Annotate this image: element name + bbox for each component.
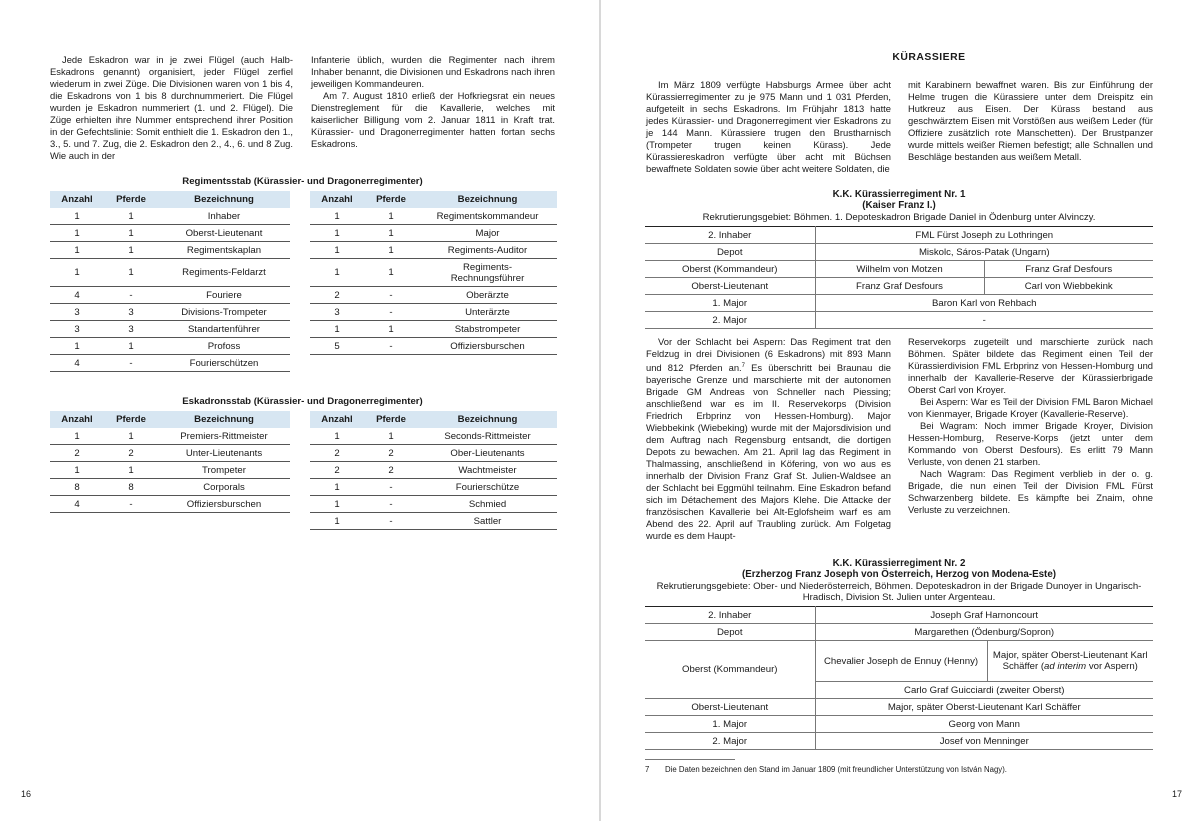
cell-pferde: 2	[364, 462, 418, 479]
col-header-anzahl: Anzahl	[310, 191, 364, 208]
row-label: Oberst-Lieutenant	[645, 278, 815, 295]
row-value: Carl von Wiebbekink	[984, 278, 1153, 295]
col-header-bezeichnung: Bezeichnung	[418, 191, 557, 208]
cell-bezeichnung: Fourierschützen	[158, 355, 290, 372]
row-value: Josef von Menninger	[815, 733, 1153, 750]
cell-pferde: 1	[364, 208, 418, 225]
cell-anzahl: 1	[310, 479, 364, 496]
paragraph	[646, 336, 891, 542]
cell-bezeichnung: Divisions-Trompeter	[158, 304, 290, 321]
cell-text: vor Aspern)	[1086, 661, 1138, 672]
cell-anzahl: 3	[50, 304, 104, 321]
paragraph: Reservekorps zugeteilt und marschierte zurück nach Böhmen. Später bildete das Regiment einen Teil der Kürassierdivision FML Erbprinz von Hessen-Homburg und innerhalb der Kavallerie-Reserve der Kürassierbrigade Oberst Carl von Kroyer.	[908, 336, 1153, 395]
row-label: 2. Inhaber	[645, 227, 815, 244]
table-row	[310, 338, 557, 355]
regiment2-title: K.K. Kürassierregiment Nr. 2	[832, 558, 966, 569]
regiment1-recruitment: Rekrutierungsgebiet: Böhmen. 1. Depoteskadron Brigade Daniel in Ödenburg unter Alvinczy.	[702, 212, 1096, 223]
cell-bezeichnung: Seconds-Rittmeister	[418, 428, 557, 445]
cell-bezeichnung: Inhaber	[158, 208, 290, 225]
row-value: Major, später Oberst-Lieutenant Karl Schäffer	[815, 699, 1153, 716]
left-column-1	[50, 54, 293, 162]
table-row	[310, 304, 557, 321]
cell-anzahl: 3	[50, 321, 104, 338]
right-page	[601, 0, 1200, 821]
row-value: Franz Graf Desfours	[984, 261, 1153, 278]
table-row	[645, 699, 1153, 716]
cell-pferde: 3	[104, 304, 158, 321]
regiment1-subtitle: (Kaiser Franz I.)	[862, 200, 936, 211]
section-heading: KÜRASSIERE	[892, 52, 966, 63]
cell-anzahl: 1	[50, 338, 104, 355]
regiment1-text-column-1	[646, 336, 891, 542]
table-row	[50, 462, 290, 479]
cell-pferde: 1	[104, 208, 158, 225]
row-value: Margarethen (Ödenburg/Sopron)	[815, 624, 1153, 641]
cell-pferde: -	[104, 496, 158, 513]
cell-anzahl: 1	[310, 513, 364, 530]
cell-anzahl: 4	[50, 496, 104, 513]
footnote-reference[interactable]: 7	[741, 363, 745, 369]
cell-anzahl: 4	[50, 287, 104, 304]
table-row	[50, 242, 290, 259]
col-header-anzahl: Anzahl	[310, 411, 364, 428]
cell-bezeichnung: Regiments-Feldarzt	[158, 259, 290, 287]
cell-anzahl: 1	[50, 242, 104, 259]
cell-anzahl: 1	[50, 259, 104, 287]
cell-bezeichnung: Standartenführer	[158, 321, 290, 338]
row-label: 1. Major	[645, 716, 815, 733]
table-row	[310, 479, 557, 496]
table-row	[645, 641, 1153, 682]
table-row	[50, 225, 290, 242]
table-row	[50, 304, 290, 321]
regiment1-text-column-2	[908, 336, 1153, 516]
table-row	[310, 208, 557, 225]
paragraph: Bei Aspern: War es Teil der Division FML Baron Michael von Kienmayer, Brigade Kroyer (Kavallerie-Reserve).	[908, 396, 1153, 419]
left-column-2	[311, 54, 555, 150]
row-label: Oberst (Kommandeur)	[645, 261, 815, 278]
cell-pferde: 1	[104, 259, 158, 287]
col-header-pferde: Pferde	[364, 411, 418, 428]
cell-bezeichnung: Fouriere	[158, 287, 290, 304]
col-header-pferde: Pferde	[104, 411, 158, 428]
cell-anzahl: 3	[310, 304, 364, 321]
footnote-rule	[645, 759, 735, 760]
left-page	[0, 0, 599, 821]
table-row	[50, 479, 290, 496]
regiment2-table	[645, 606, 1153, 750]
cell-bezeichnung: Regimentskommandeur	[418, 208, 557, 225]
cell-anzahl: 1	[310, 242, 364, 259]
paragraph: Nach Wagram: Das Regiment verblieb in der o. g. Brigade, die nun einen Teil der Division FML Fürst Schwarzenberg bildete. Es kämpfte bei Znaim, ohne Verluste zu verzeichnen.	[908, 468, 1153, 515]
eskadronsstab-table-left	[50, 411, 290, 513]
cell-pferde: 1	[104, 338, 158, 355]
footnote-text: Die Daten bezeichnen den Stand im Januar 1809 (mit freundlicher Unterstützung von István Nagy).	[665, 765, 1007, 774]
table-row	[310, 287, 557, 304]
paragraph-text: Es überschritt bei Braunau die bayerische Grenze und marschierte mit der autonomen Brigade GM Andreas von Schneller nach Piessing; anschließend war es im II. Reservekorps (Division Friedrich Erbprinz von Hessen-Homburg). Major Wiebbekink (Wiebeking) wurde mit der Majorsdivision und dem Auftrag nach Regensburg entsandt, die dortigen Depots zu bewachen. Am 21. April lag das Regiment in Thalmassing, anschließend in Köfering, von wo aus es innerhalb der Division Franz Graf St. Julien-Waldsee an der Schlacht bei Eggmühl teilnahm. Eine Eskadron befand sich im Détachement des Majors Klehe. Die Attacke der französischen Kavallerie bei Alt-Eglofsheim warf es am Abend des 22. April auf Traubling zurück. Am Folgetag wurde es dem Haupt-	[646, 362, 891, 542]
col-header-pferde: Pferde	[364, 191, 418, 208]
cell-bezeichnung: Stabstrompeter	[418, 321, 557, 338]
row-label: 2. Major	[645, 733, 815, 750]
cell-pferde: -	[104, 355, 158, 372]
cell-pferde: 1	[364, 225, 418, 242]
paragraph: Im März 1809 verfügte Habsburgs Armee über acht Kürassierregimenter zu je 975 Mann und 1 031 Pferden, aufgeteilt in sechs Eskadrons. Im Frühjahr 1813 hatte jedes Kürassier- und Dragonerregiment vier Eskadrons zu je 144 Mann. Kürassiere trugen den Brustharnisch (Trompeter trugen keinen Kürass). Jede Kürassiereskadron verfügte über acht mit Büchsen bewaffnete Soldaten sowie über acht weitere Soldaten, die	[646, 79, 891, 174]
cell-anzahl: 1	[310, 496, 364, 513]
row-label: Oberst-Lieutenant	[645, 699, 815, 716]
cell-anzahl: 1	[50, 428, 104, 445]
cell-bezeichnung: Fourierschütze	[418, 479, 557, 496]
cell-bezeichnung: Regiments-Auditor	[418, 242, 557, 259]
col-header-pferde: Pferde	[104, 191, 158, 208]
cell-pferde: 1	[364, 321, 418, 338]
cell-anzahl: 2	[50, 445, 104, 462]
cell-anzahl: 1	[50, 462, 104, 479]
table1-caption: Regimentsstab (Kürassier- und Dragonerregimenter)	[182, 176, 423, 187]
table-row	[310, 428, 557, 445]
paragraph-text: Vor der Schlacht bei Aspern: Das Regiment trat den Feldzug in drei Divisionen (6 Eskadrons) mit 893 Mann und 812 Pferden an.	[646, 336, 891, 374]
row-value: Wilhelm von Motzen	[815, 261, 984, 278]
regiment1-table	[645, 226, 1153, 329]
cell-pferde: -	[364, 479, 418, 496]
regiment1-title: K.K. Kürassierregiment Nr. 1	[832, 189, 966, 200]
intro-column-2	[908, 79, 1153, 163]
cell-anzahl: 1	[310, 428, 364, 445]
row-label: 2. Inhaber	[645, 607, 815, 624]
table-row	[645, 244, 1153, 261]
cell-text-italic: ad interim	[1044, 661, 1087, 672]
paragraph: Jede Eskadron war in je zwei Flügel (auch Halb-Eskadrons genannt) organisiert, jeder Flügel zerfiel wiederum in zwei Züge. Die Divisionen waren von 1 bis 4, die Eskadrons von 1 bis 8 durchnummeriert. Die Flügel wurden je Eskadron nummeriert (1. und 2. Flügel). Die Züge erhielten ihre Nummer entsprechend ihrer Position in der Gefechtslinie: Somit enthielt die 1. Eskadron den 1., 3., 5. und 7. Zug, die 2. Eskadron den 2., 4., 6. und 8 Zug. Wie auch in der	[50, 54, 293, 161]
cell-pferde: -	[364, 287, 418, 304]
cell-bezeichnung: Wachtmeister	[418, 462, 557, 479]
cell-pferde: 1	[104, 242, 158, 259]
footnote-number: 7	[645, 765, 650, 774]
table-row	[310, 496, 557, 513]
cell-anzahl: 1	[310, 321, 364, 338]
table2-caption: Eskadronsstab (Kürassier- und Dragonerregimenter)	[182, 396, 423, 407]
table-row	[310, 242, 557, 259]
table-row	[645, 607, 1153, 624]
cell-pferde: 1	[104, 225, 158, 242]
cell-anzahl: 2	[310, 287, 364, 304]
table-row	[50, 338, 290, 355]
page-number-right: 17	[1172, 789, 1183, 799]
cell-bezeichnung: Premiers-Rittmeister	[158, 428, 290, 445]
row-label: Depot	[645, 624, 815, 641]
table-row	[645, 312, 1153, 329]
cell-anzahl: 1	[310, 259, 364, 287]
page-number-left: 16	[21, 789, 32, 799]
regimentsstab-table-left	[50, 191, 290, 372]
regiment2-subtitle: (Erzherzog Franz Joseph von Österreich, Herzog von Modena-Este)	[741, 569, 1057, 580]
cell-anzahl: 4	[50, 355, 104, 372]
cell-anzahl: 1	[50, 225, 104, 242]
cell-pferde: 2	[364, 445, 418, 462]
intro-column-1	[646, 79, 891, 175]
paragraph: Bei Wagram: Noch immer Brigade Kroyer, Division Hessen-Homburg, Reserve-Korps (jetzt unter dem Kommando von Oberst Desfours). Es erlitt 79 Mann Verluste, von denen 21 starben.	[908, 420, 1153, 467]
cell-bezeichnung: Oberst-Lieutenant	[158, 225, 290, 242]
cell-pferde: 1	[104, 462, 158, 479]
cell-pferde: -	[364, 338, 418, 355]
table-row	[310, 445, 557, 462]
cell-bezeichnung: Sattler	[418, 513, 557, 530]
cell-bezeichnung: Corporals	[158, 479, 290, 496]
table-row	[310, 462, 557, 479]
table-row	[645, 295, 1153, 312]
cell-pferde: -	[364, 496, 418, 513]
cell-bezeichnung: Major	[418, 225, 557, 242]
row-label: Depot	[645, 244, 815, 261]
table-row	[645, 261, 1153, 278]
cell-anzahl: 1	[310, 208, 364, 225]
table-row	[310, 321, 557, 338]
cell-anzahl: 2	[310, 462, 364, 479]
table-row	[50, 287, 290, 304]
cell-anzahl: 8	[50, 479, 104, 496]
table-row	[50, 496, 290, 513]
cell-bezeichnung: Schmied	[418, 496, 557, 513]
cell-pferde: -	[104, 287, 158, 304]
cell-bezeichnung: Ober-Lieutenants	[418, 445, 557, 462]
col-header-anzahl: Anzahl	[50, 411, 104, 428]
cell-pferde: -	[364, 304, 418, 321]
col-header-bezeichnung: Bezeichnung	[158, 191, 290, 208]
row-value	[987, 641, 1153, 682]
row-value: Carlo Graf Guicciardi (zweiter Oberst)	[815, 682, 1153, 699]
table-row	[645, 227, 1153, 244]
cell-anzahl: 1	[50, 208, 104, 225]
row-value: Georg von Mann	[815, 716, 1153, 733]
cell-pferde: 1	[364, 428, 418, 445]
cell-anzahl: 2	[310, 445, 364, 462]
table-row	[645, 716, 1153, 733]
row-label: 2. Major	[645, 312, 815, 329]
row-label: 1. Major	[645, 295, 815, 312]
table-row	[645, 733, 1153, 750]
row-value: Chevalier Joseph de Ennuy (Henny)	[815, 641, 987, 682]
cell-pferde: -	[364, 513, 418, 530]
cell-bezeichnung: Unterärzte	[418, 304, 557, 321]
cell-pferde: 1	[104, 428, 158, 445]
table-row	[50, 428, 290, 445]
table-row	[50, 355, 290, 372]
row-value: Joseph Graf Harnoncourt	[815, 607, 1153, 624]
cell-text: Major, später Oberst-Lieutenant Karl Schäffer (	[992, 650, 1148, 672]
table-row	[310, 513, 557, 530]
cell-pferde: 1	[364, 242, 418, 259]
paragraph: Infanterie üblich, wurden die Regimenter nach ihrem Inhaber benannt, die Divisionen und Eskadrons nach ihren jeweiligen Kommandeuren.	[311, 54, 555, 89]
cell-bezeichnung: Regiments-Rechnungsführer	[418, 259, 557, 287]
table-row	[50, 208, 290, 225]
col-header-anzahl: Anzahl	[50, 191, 104, 208]
row-value: Franz Graf Desfours	[815, 278, 984, 295]
footnote	[645, 765, 1153, 774]
cell-bezeichnung: Offiziersburschen	[418, 338, 557, 355]
row-value: FML Fürst Joseph zu Lothringen	[815, 227, 1153, 244]
paragraph: Am 7. August 1810 erließ der Hofkriegsrat ein neues Dienstreglement für die Kavallerie, welches mit kaiserlicher Billigung vom 2. Januar 1811 in Kraft trat. Kürassier- und Dragonerregimenter hatten fortan sechs Eskadrons.	[311, 90, 555, 149]
row-label: Oberst (Kommandeur)	[645, 641, 815, 699]
table-row	[50, 321, 290, 338]
cell-pferde: 3	[104, 321, 158, 338]
paragraph: mit Karabinern bewaffnet waren. Bis zur Einführung der Helme trugen die Kürassiere unter dem Dreispitz ein Hutkreuz aus Eisen. Der Kürass bestand aus geschwärztem Eisen mit Vorstößen aus weißem Leder (für Offiziere zusätzlich rote Manschetten). Der Brustpanzer wurde mittels weißer Riemen befestigt; alle Schnallen und Beschläge bestanden aus weißem Metall.	[908, 79, 1153, 162]
regimentsstab-table-right	[310, 191, 557, 355]
row-value: Miskolc, Sáros-Patak (Ungarn)	[815, 244, 1153, 261]
eskadronsstab-table-right	[310, 411, 557, 530]
cell-pferde: 2	[104, 445, 158, 462]
row-value: -	[815, 312, 1153, 329]
cell-anzahl: 5	[310, 338, 364, 355]
col-header-bezeichnung: Bezeichnung	[158, 411, 290, 428]
cell-bezeichnung: Trompeter	[158, 462, 290, 479]
table-row	[310, 259, 557, 287]
table-row	[50, 445, 290, 462]
cell-bezeichnung: Profoss	[158, 338, 290, 355]
table-row	[50, 259, 290, 287]
row-value: Baron Karl von Rehbach	[815, 295, 1153, 312]
cell-pferde: 1	[364, 259, 418, 287]
table-row	[645, 278, 1153, 295]
table-row	[645, 624, 1153, 641]
cell-bezeichnung: Offiziersburschen	[158, 496, 290, 513]
cell-anzahl: 1	[310, 225, 364, 242]
cell-bezeichnung: Unter-Lieutenants	[158, 445, 290, 462]
table-row	[310, 225, 557, 242]
cell-bezeichnung: Oberärzte	[418, 287, 557, 304]
col-header-bezeichnung: Bezeichnung	[418, 411, 557, 428]
cell-pferde: 8	[104, 479, 158, 496]
regiment2-recruitment: Rekrutierungsgebiete: Ober- und Niederösterreich, Böhmen. Depoteskadron in der Brigade Dunoyer in Ungarisch-Hradisch, Division St. Julien unter Argenteau.	[656, 581, 1142, 603]
cell-bezeichnung: Regimentskaplan	[158, 242, 290, 259]
